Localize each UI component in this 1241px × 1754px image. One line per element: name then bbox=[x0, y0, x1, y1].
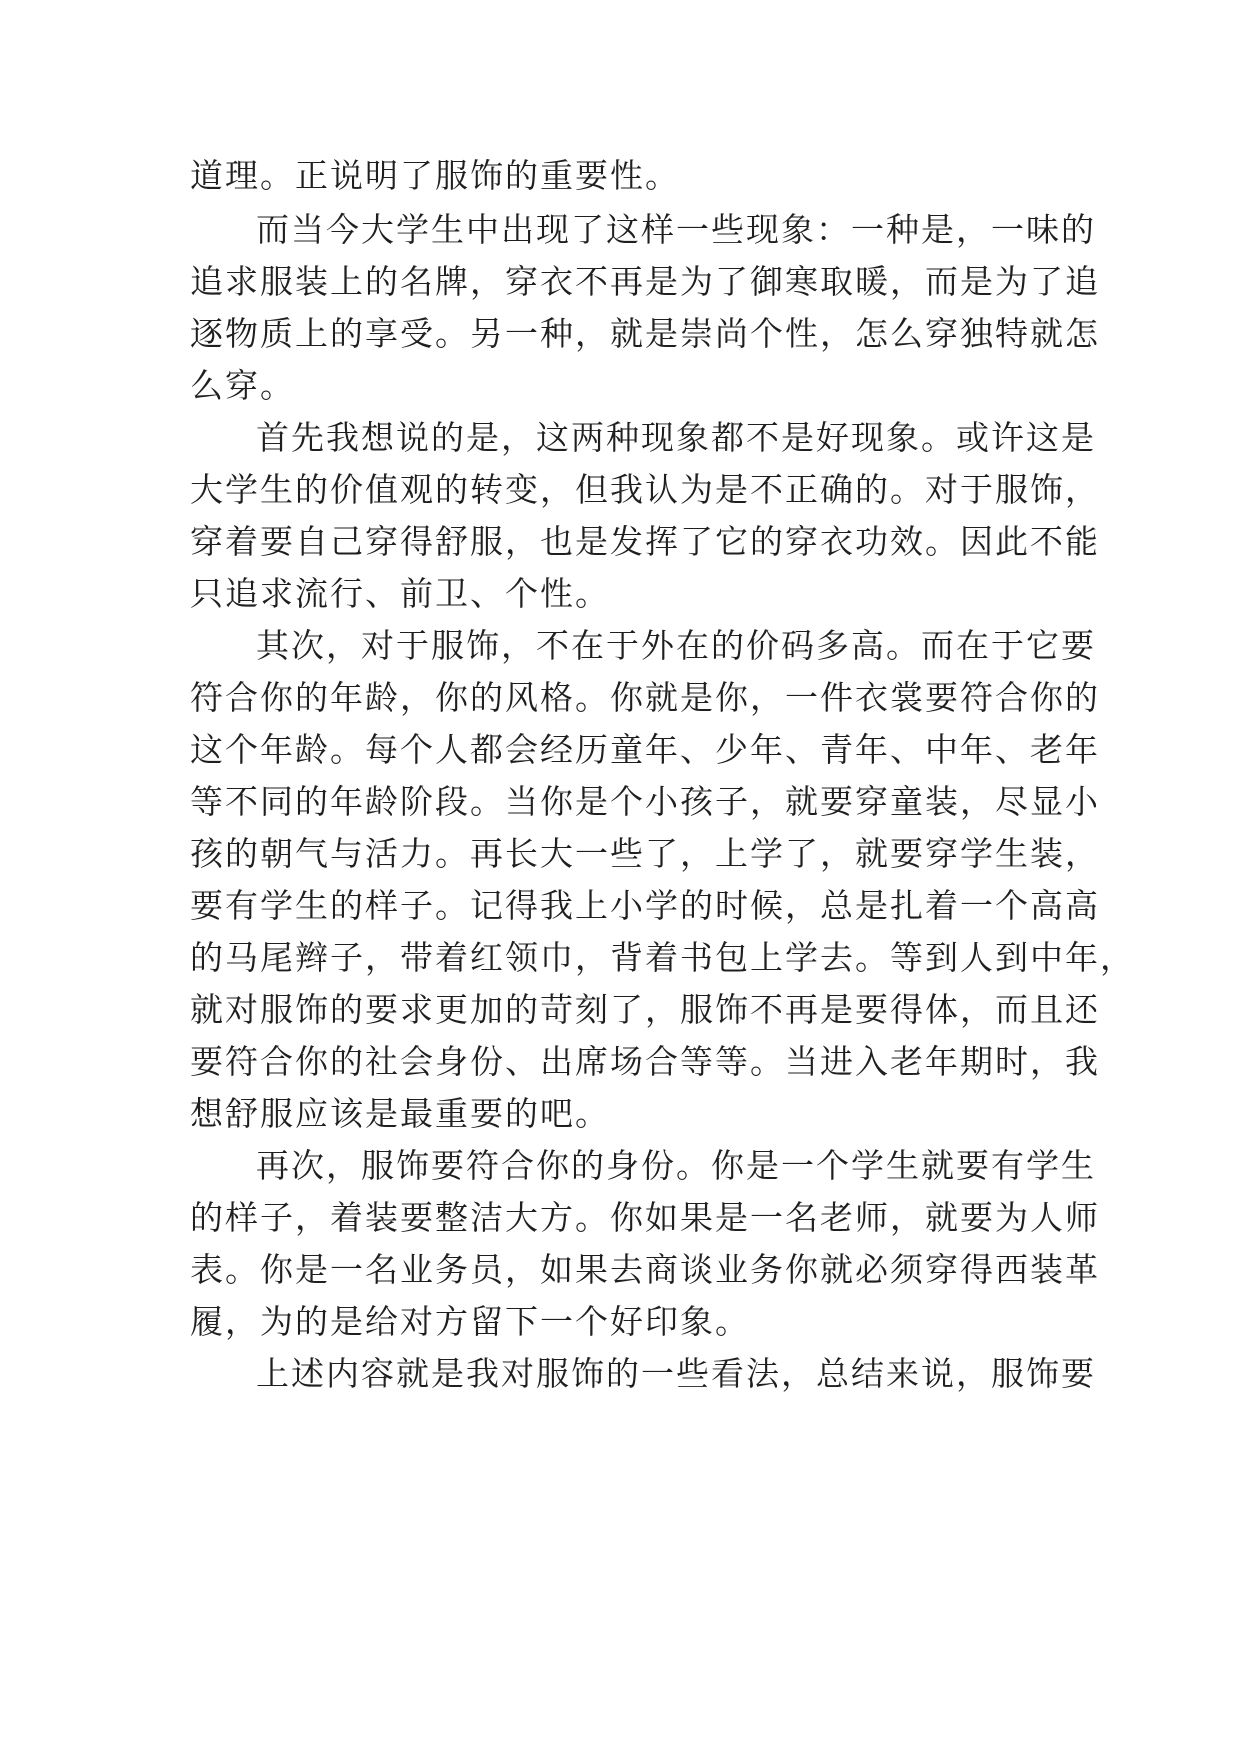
text-line: 道理。正说明了服饰的重要性。 bbox=[190, 156, 680, 195]
paragraph-first-line: 而当今大学生中出现了这样一些现象：一种是，一味的 bbox=[256, 210, 1096, 249]
text-line: 等不同的年龄阶段。当你是个小孩子，就要穿童装，尽显小 bbox=[190, 782, 1100, 821]
text-line: 的马尾辫子，带着红领巾，背着书包上学去。等到人到中年， bbox=[190, 938, 1135, 977]
text-line: 这个年龄。每个人都会经历童年、少年、青年、中年、老年 bbox=[190, 730, 1100, 769]
text-line: 追求服装上的名牌，穿衣不再是为了御寒取暖，而是为了追 bbox=[190, 262, 1100, 301]
text-line: 要有学生的样子。记得我上小学的时候，总是扎着一个高高 bbox=[190, 886, 1100, 925]
text-line: 要符合你的社会身份、出席场合等等。当进入老年期时，我 bbox=[190, 1042, 1100, 1081]
text-line: 符合你的年龄，你的风格。你就是你，一件衣裳要符合你的 bbox=[190, 678, 1100, 717]
text-line: 就对服饰的要求更加的苛刻了，服饰不再是要得体，而且还 bbox=[190, 990, 1100, 1029]
text-line: 大学生的价值观的转变，但我认为是不正确的。对于服饰， bbox=[190, 470, 1100, 509]
text-line: 表。你是一名业务员，如果去商谈业务你就必须穿得西装革 bbox=[190, 1250, 1100, 1289]
text-line: 想舒服应该是最重要的吧。 bbox=[190, 1094, 610, 1133]
paragraph-first-line: 再次，服饰要符合你的身份。你是一个学生就要有学生 bbox=[256, 1146, 1096, 1185]
paragraph-first-line: 首先我想说的是，这两种现象都不是好现象。或许这是 bbox=[256, 418, 1096, 457]
text-line: 么穿。 bbox=[190, 366, 295, 405]
text-line: 履，为的是给对方留下一个好印象。 bbox=[190, 1302, 750, 1341]
paragraph-first-line: 上述内容就是我对服饰的一些看法，总结来说，服饰要 bbox=[256, 1354, 1096, 1393]
text-line: 逐物质上的享受。另一种，就是崇尚个性，怎么穿独特就怎 bbox=[190, 314, 1100, 353]
text-line: 穿着要自己穿得舒服，也是发挥了它的穿衣功效。因此不能 bbox=[190, 522, 1100, 561]
paragraph-first-line: 其次，对于服饰，不在于外在的价码多高。而在于它要 bbox=[256, 626, 1096, 665]
text-line: 的样子，着装要整洁大方。你如果是一名老师，就要为人师 bbox=[190, 1198, 1100, 1237]
text-line: 只追求流行、前卫、个性。 bbox=[190, 574, 610, 613]
text-line: 孩的朝气与活力。再长大一些了，上学了，就要穿学生装， bbox=[190, 834, 1100, 873]
